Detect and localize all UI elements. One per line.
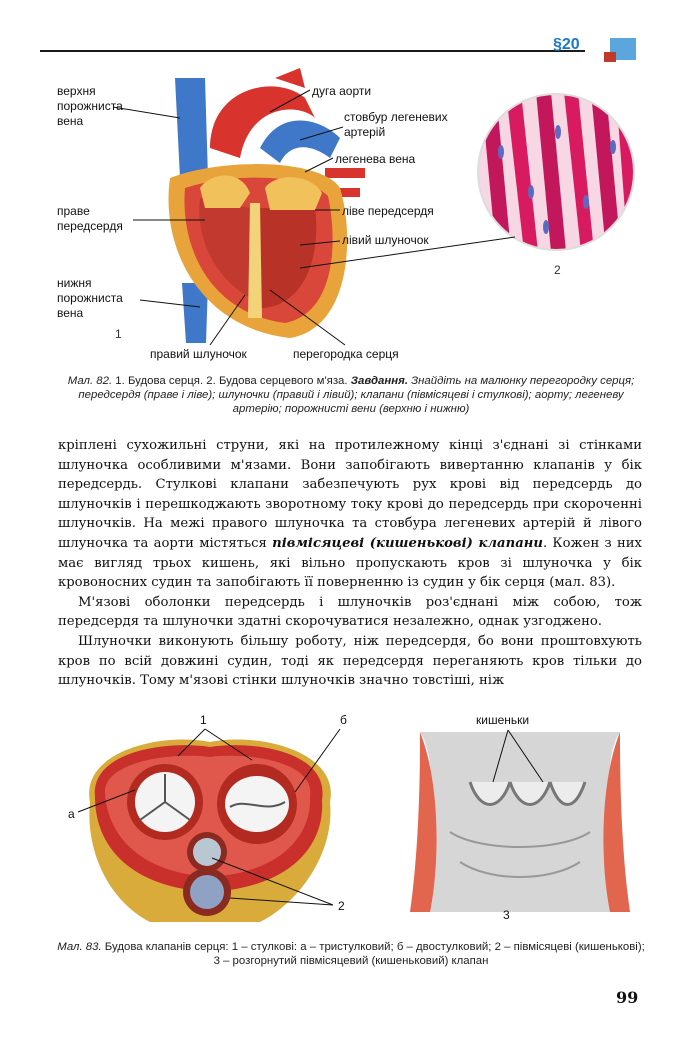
body-text <box>58 436 642 691</box>
fig83-label-1: 1 <box>200 713 207 727</box>
fig83-leader-lines <box>0 700 700 940</box>
paragraph-1-start: кріплені сухожильні струни, які на протилежному кінці з'єднані зі стінками шлуночка особливими м'язами. Вони запобігають вивертанню клапанів у бік передсердь. Стулкові клапани забезпечують рух крові від передсердь до шлуночків і перешкоджають зворотному току крові до передсердь при скороченні шлуночків. На межі правого шлуночка та стовбура легеневих артерій й лівого шлуночка та аорти містяться <box>58 438 642 551</box>
label-aortic-arch: дуга аорти <box>312 84 372 98</box>
page-number: 99 <box>616 988 639 1007</box>
fig82-caption-text: 1. Будова серця. 2. Будова серцевого м'яза. <box>115 375 348 387</box>
fig82-caption-title: Мал. 82. <box>67 375 113 387</box>
label-left-ventricle: лівий шлуночок <box>342 233 429 247</box>
fig83-label-a: а <box>68 807 75 821</box>
section-number: §20 <box>553 36 580 53</box>
paragraph-2: М'язові оболонки передсердь і шлуночків роз'єднані між собою, тож передсердя та шлуночки здатні скорочуватися незалежно, однак узгоджено. <box>58 594 642 630</box>
paragraph-1 <box>58 436 642 593</box>
label-right-atrium: праве передсердя <box>57 204 123 233</box>
semilunar-valves-term: півмісяцеві (кишенькові) клапани <box>272 535 543 551</box>
label-pulmonary-trunk: стовбур легеневих артерій <box>344 110 448 139</box>
fig82-caption-task-text: Знайдіть на малюнку перегородку серця; передсердя (праве і ліве); шлуночки (правий і лівий); клапани (півмісяцеві і стулкові); аорту; легеневу артерію; порожнисті вени (верхню і нижню) <box>78 375 635 415</box>
label-lower-vena-cava: нижня порожниста вена <box>57 276 123 320</box>
fig82-caption <box>56 374 646 416</box>
fig82-caption-task: Завдання. <box>350 375 408 387</box>
fig83-caption-text: Будова клапанів серця: 1 – стулкові: а – тристулковий; б – двостулковий; 2 – півмісяцеві (кишенькові); 3 – розгорнутий півмісяцевий (кишеньковий) клапан <box>104 941 645 967</box>
paragraph-3: Шлуночки виконують більшу роботу, ніж передсердя, бо вони проштовхують кров по всій довжині судин, тоді як передсердя переганяють кров тільки до шлуночків. Тому м'язові стінки шлуночків значно товстіші, ніж <box>58 633 642 689</box>
label-left-atrium: ліве передсердя <box>342 204 434 218</box>
fig83-label-2: 2 <box>338 899 345 913</box>
label-pulmonary-vein: легенева вена <box>335 152 416 166</box>
fig83-caption-title: Мал. 83. <box>57 941 102 953</box>
fig82-number-2: 2 <box>554 263 561 277</box>
label-septum: перегородка серця <box>293 347 399 361</box>
fig83-caption <box>56 940 646 968</box>
fig83-label-b: б <box>340 713 347 727</box>
fig82-number-1: 1 <box>115 327 122 341</box>
fig83-label-3: 3 <box>503 908 510 922</box>
fig83-label-pockets: кишеньки <box>476 713 530 727</box>
label-right-ventricle: правий шлуночок <box>150 347 247 361</box>
paragraph-1-end: . Кожен з них має вигляд трьох кишень, які вільно пропускають кров зі шлуночка у бік кровоносних судин та запобігають її поверненню із судин у бік серця (мал. 83). <box>58 535 642 591</box>
label-upper-vena-cava: верхня порожниста вена <box>57 84 123 128</box>
